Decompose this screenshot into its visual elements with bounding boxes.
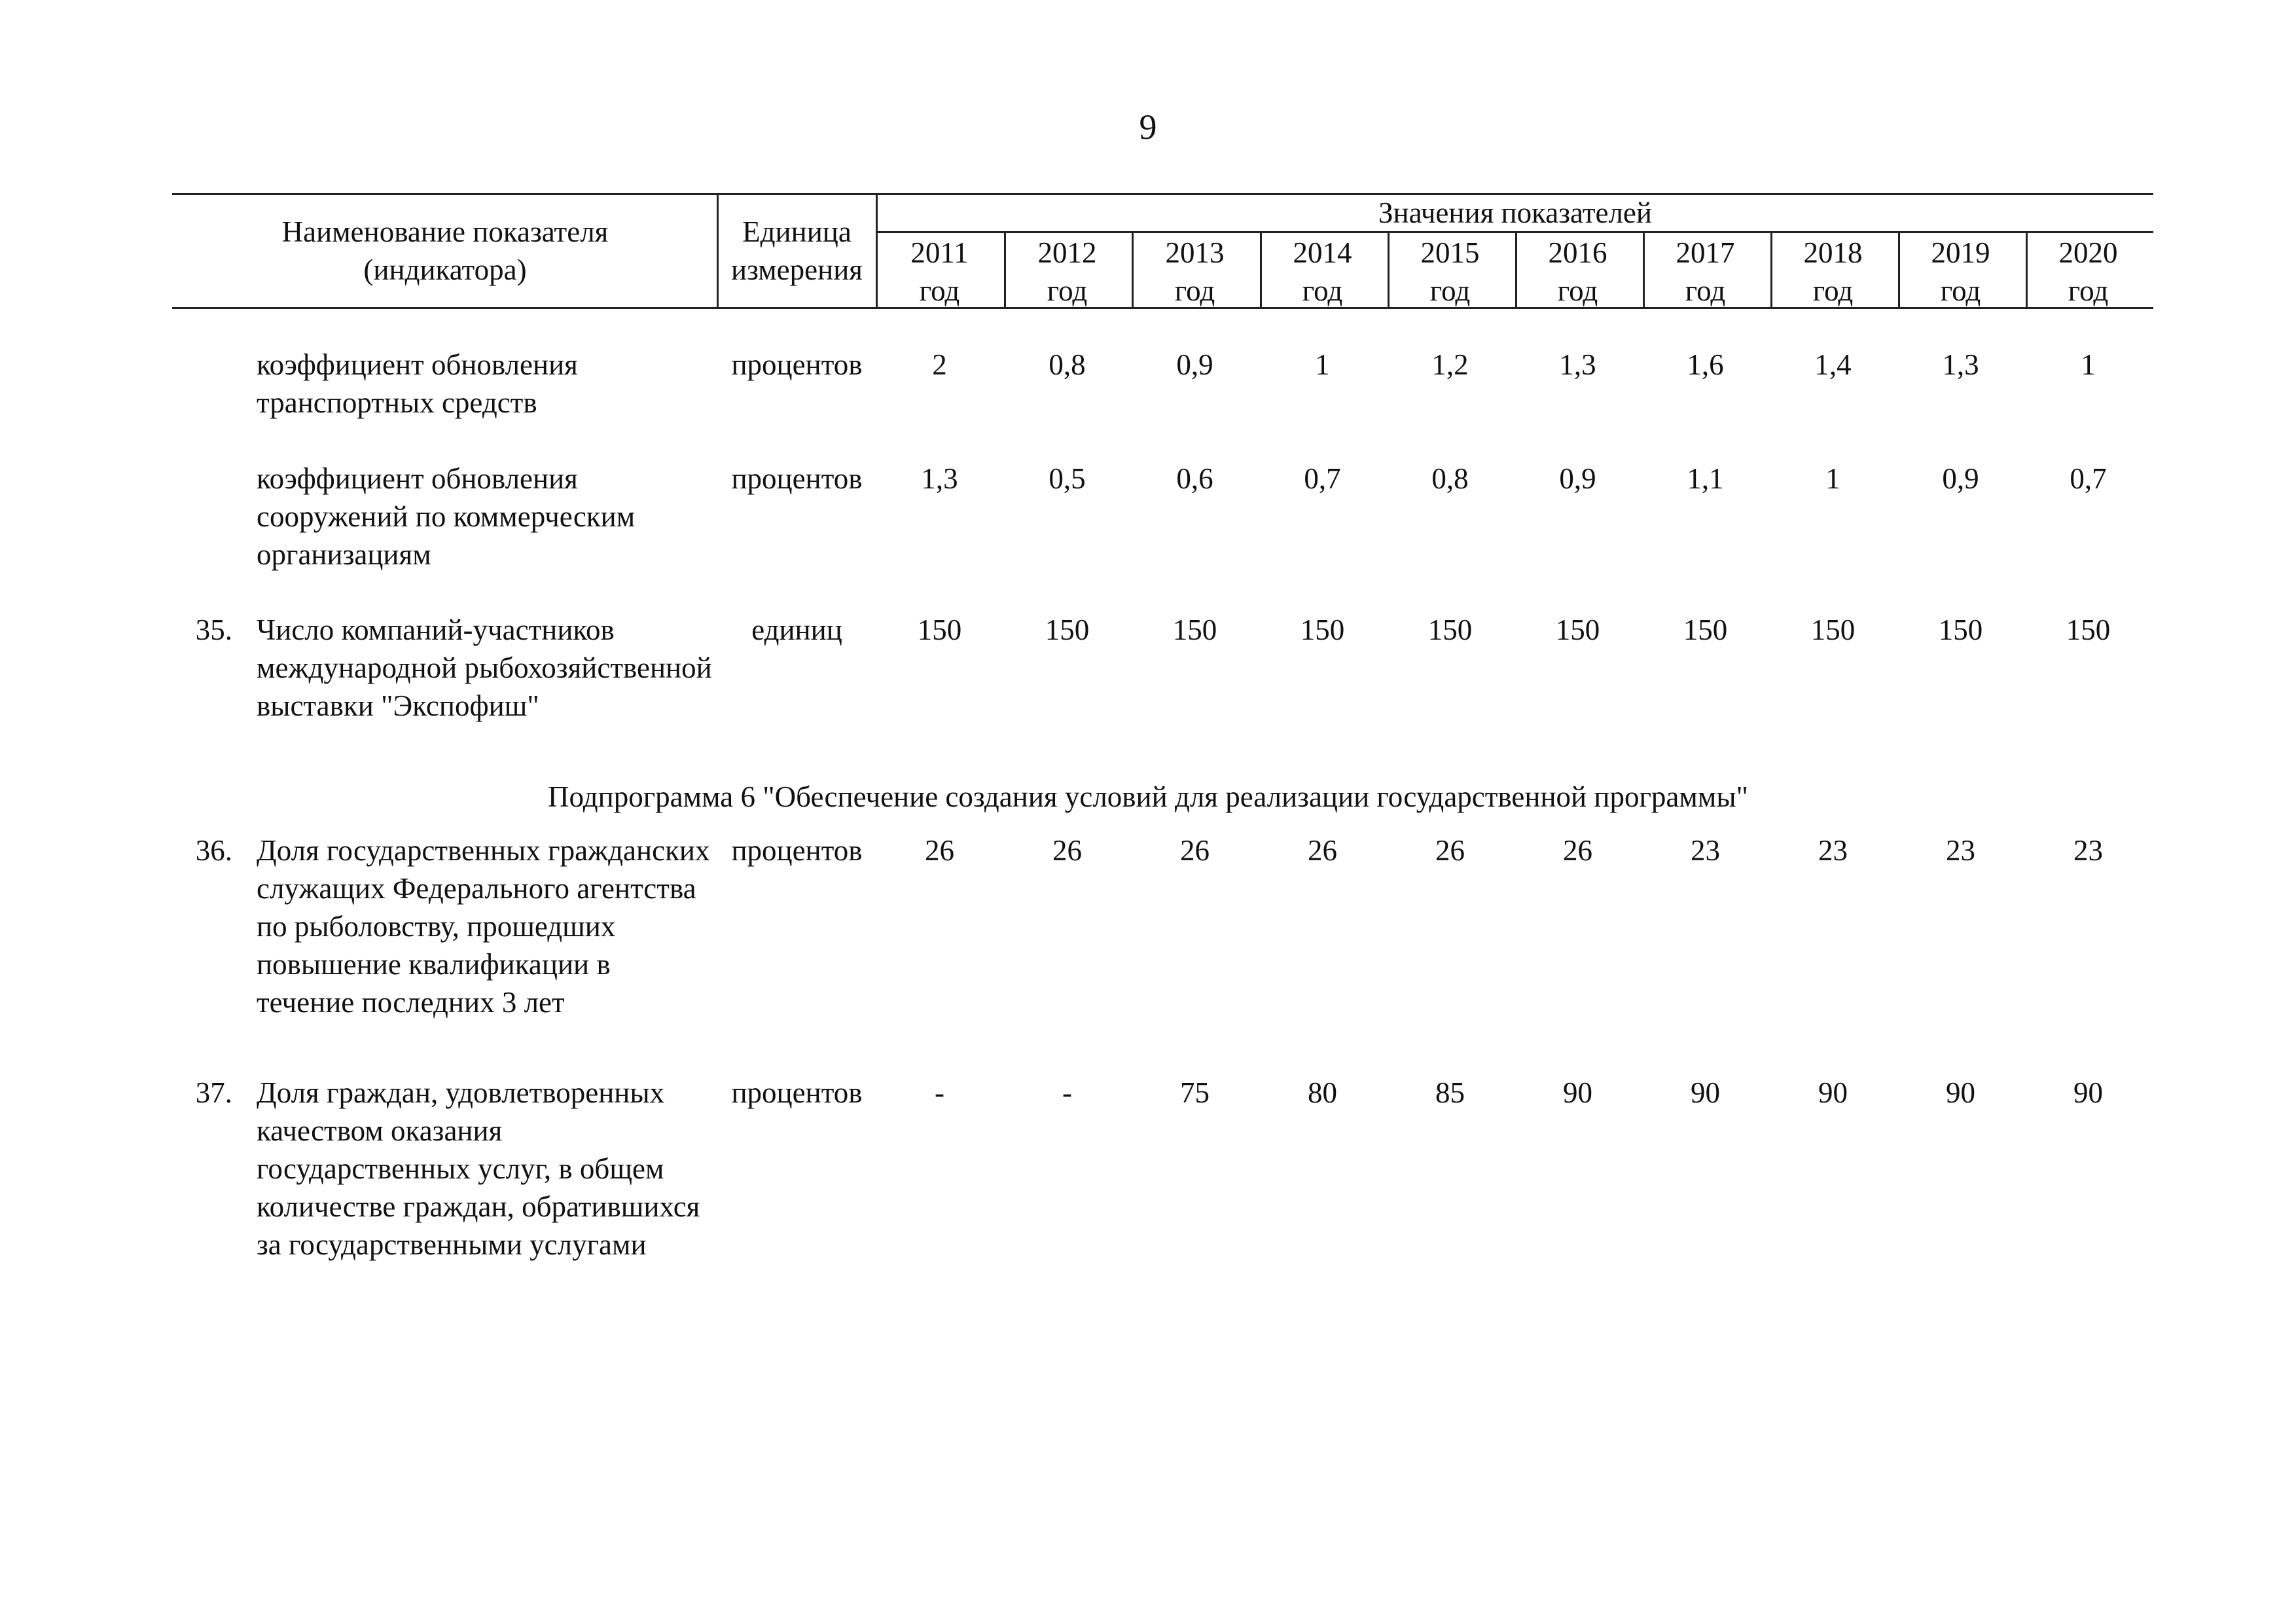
row-number: 35. [195,613,232,646]
header-year-label: 2014 [1293,236,1352,269]
value-2011: 2 [932,348,947,381]
value-2011: 26 [925,834,954,867]
subprogram-title: Подпрограмма 6 "Обеспечение создания условий для реализации государственной программы" [548,780,1748,813]
header-year-label: 2019 [1931,236,1990,269]
header-unit-column: Единица измерения [730,215,863,286]
header-year-label: 2011 [910,236,969,269]
header-year-suffix: год [1302,274,1343,307]
row-number: 37. [195,1076,232,1109]
header-year-2012 [1003,234,1131,310]
value-2016: 90 [1563,1076,1592,1109]
header-year-suffix: год [1685,274,1726,307]
row-number: 36. [195,834,232,867]
value-2013: 75 [1180,1076,1210,1109]
value-2012: 26 [1052,834,1082,867]
value-2016: 1,3 [1559,348,1596,381]
header-year-2020 [2024,234,2152,310]
value-2016: 0,9 [1559,462,1596,495]
value-2013: 0,6 [1176,462,1213,495]
value-2015: 26 [1435,834,1465,867]
header-year-suffix: год [1812,274,1854,307]
header-year-2018 [1769,234,1897,310]
value-2013: 150 [1172,613,1217,646]
value-2013: 26 [1180,834,1210,867]
header-year-suffix: год [1557,274,1598,307]
value-2012: - [1062,1076,1072,1109]
header-year-2016 [1514,234,1641,310]
indicator-name: Доля граждан, удовлетворенных качеством оказания государственных услуг, в общем количестве граждан, обратившихся за государственными услугами [257,1076,700,1261]
value-2019: 23 [1946,834,1975,867]
value-2019: 150 [1938,613,1983,646]
value-2019: 0,9 [1942,462,1979,495]
value-2011: 150 [917,613,962,646]
header-year-suffix: год [1940,274,1981,307]
header-values-group: Значения показателей [1378,196,1652,229]
header-year-2011 [876,234,1003,310]
header-year-suffix: год [919,274,960,307]
value-2012: 0,8 [1049,348,1086,381]
value-2012: 0,5 [1049,462,1086,495]
indicator-name: Число компаний-участников международной рыбохозяйственной выставки "Экспофиш" [257,613,712,722]
header-year-2019 [1897,234,2024,310]
value-2017: 23 [1691,834,1720,867]
header-divider [717,193,719,308]
header-year-suffix: год [1429,274,1471,307]
value-2018: 90 [1818,1076,1848,1109]
indicator-unit: процентов [731,1076,863,1109]
value-2014: 26 [1308,834,1337,867]
value-2018: 23 [1818,834,1848,867]
header-year-label: 2013 [1165,236,1225,269]
header-year-suffix: год [1174,274,1215,307]
indicator-unit: процентов [731,348,863,381]
value-2015: 1,2 [1431,348,1469,381]
value-2014: 150 [1300,613,1345,646]
header-year-label: 2018 [1803,236,1863,269]
indicator-name: коэффициент обновления сооружений по коммерческим организациям [257,462,636,571]
value-2018: 1 [1825,462,1840,495]
value-2020: 150 [2066,613,2111,646]
header-year-label: 2012 [1037,236,1097,269]
header-year-2015 [1386,234,1514,310]
value-2018: 1,4 [1814,348,1852,381]
value-2011: - [935,1076,944,1109]
page-number: 9 [1139,107,1157,147]
header-year-2014 [1259,234,1386,310]
value-2015: 150 [1427,613,1473,646]
indicator-name: Доля государственных гражданских служащих Федерального агентства по рыболовству, прошедших повышение квалификации в течение последних 3 лет [257,834,710,1019]
header-year-label: 2016 [1548,236,1607,269]
indicator-unit: единиц [751,613,842,646]
value-2012: 150 [1045,613,1090,646]
value-2019: 90 [1946,1076,1975,1109]
value-2016: 150 [1555,613,1600,646]
value-2020: 90 [2073,1076,2103,1109]
value-2015: 85 [1435,1076,1465,1109]
value-2017: 1,1 [1687,462,1724,495]
header-year-suffix: год [2068,274,2109,307]
header-name-column: Наименование показателя (индикатора) [281,215,609,286]
value-2014: 0,7 [1304,462,1341,495]
indicator-unit: процентов [731,834,863,867]
header-year-suffix: год [1047,274,1088,307]
value-2017: 90 [1691,1076,1720,1109]
value-2019: 1,3 [1942,348,1979,381]
value-2013: 0,9 [1176,348,1213,381]
value-2014: 1 [1315,348,1330,381]
value-2014: 80 [1308,1076,1337,1109]
indicator-unit: процентов [731,462,863,495]
header-year-label: 2017 [1676,236,1735,269]
value-2018: 150 [1810,613,1856,646]
value-2017: 1,6 [1687,348,1724,381]
value-2020: 23 [2073,834,2103,867]
header-year-2013 [1131,234,1259,310]
value-2020: 1 [2081,348,2096,381]
value-2017: 150 [1683,613,1728,646]
header-year-label: 2015 [1420,236,1480,269]
indicator-name: коэффициент обновления транспортных средств [257,348,578,419]
header-year-2017 [1641,234,1769,310]
value-2015: 0,8 [1431,462,1469,495]
header-year-label: 2020 [2058,236,2118,269]
value-2020: 0,7 [2070,462,2107,495]
value-2016: 26 [1563,834,1592,867]
value-2011: 1,3 [921,462,958,495]
